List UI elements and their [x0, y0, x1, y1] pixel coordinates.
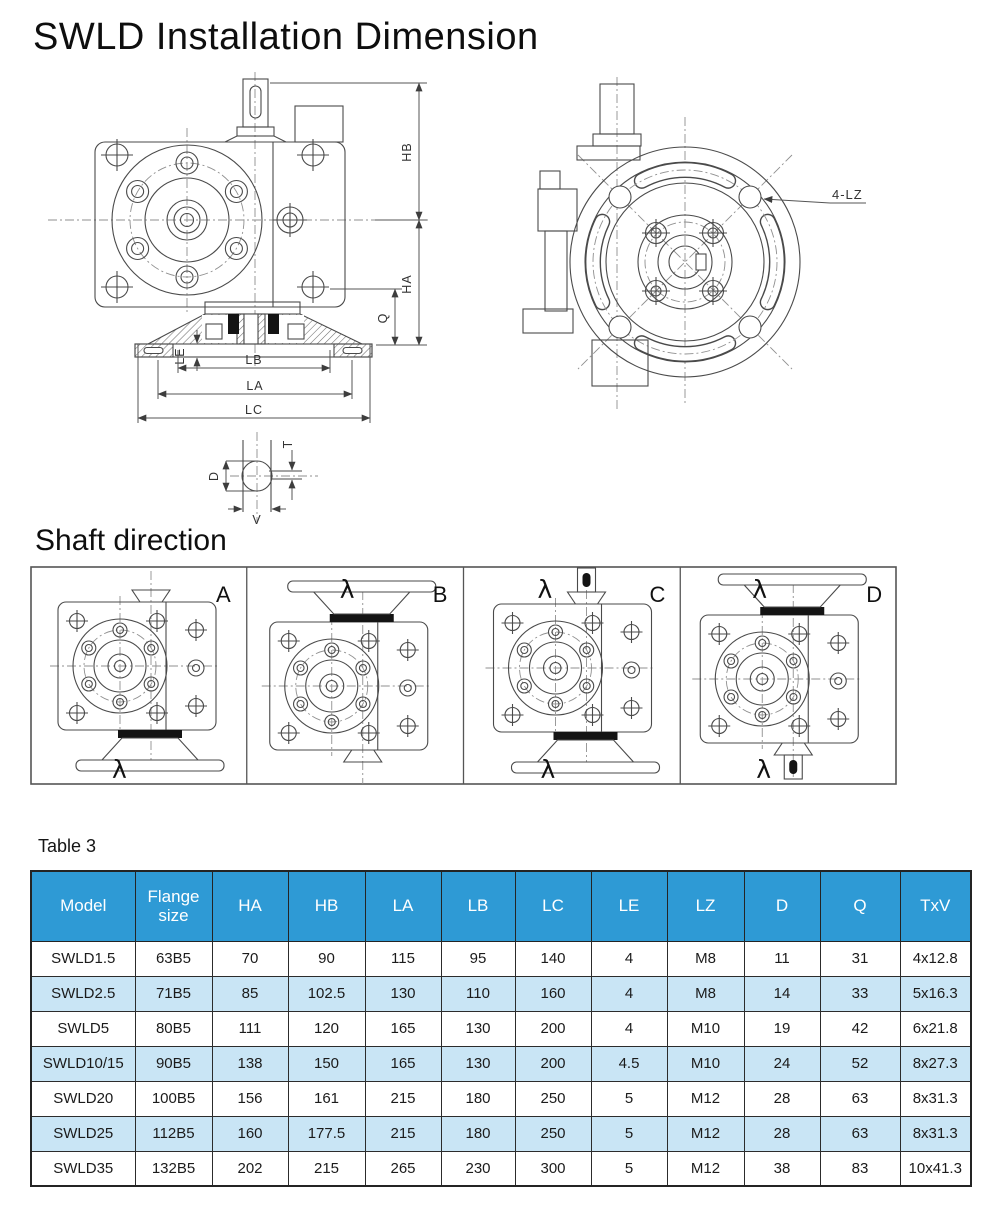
table-cell: M12 — [667, 1116, 744, 1151]
table-cell: M10 — [667, 1011, 744, 1046]
table-cell: 215 — [365, 1116, 441, 1151]
table-row — [31, 1151, 971, 1186]
panel-d-label: D — [866, 582, 883, 607]
table-cell: 90B5 — [135, 1046, 212, 1081]
table-cell: 8x31.3 — [900, 1081, 971, 1116]
table-row — [31, 941, 971, 976]
table-cell: 250 — [515, 1116, 591, 1151]
table-cell: 70 — [212, 941, 288, 976]
4lz-callout-label: 4-LZ — [832, 187, 863, 202]
column-header: D — [744, 871, 820, 941]
input-direction-symbol: λ — [756, 755, 772, 784]
table-cell: SWLD25 — [31, 1116, 135, 1151]
column-header: HA — [212, 871, 288, 941]
table-cell: M8 — [667, 976, 744, 1011]
input-direction-symbol: λ — [339, 575, 355, 604]
t-dim-label: T — [281, 439, 295, 449]
hb-dim-label: HB — [400, 142, 414, 162]
q-dim-label: Q — [376, 312, 390, 324]
table-cell: 111 — [212, 1011, 288, 1046]
table-cell: 180 — [441, 1081, 515, 1116]
input-direction-symbol: λ — [540, 755, 556, 784]
column-header: Model — [31, 871, 135, 941]
table-cell: 110 — [441, 976, 515, 1011]
input-direction-symbol: λ — [537, 575, 553, 604]
table-cell: 63 — [820, 1081, 900, 1116]
table-cell: 95 — [441, 941, 515, 976]
column-header: Q — [820, 871, 900, 941]
d-dim-label: D — [207, 470, 221, 482]
table-cell: 19 — [744, 1011, 820, 1046]
hole-callout — [764, 187, 866, 203]
table-cell: 140 — [515, 941, 591, 976]
table-cell: 4 — [591, 976, 667, 1011]
table-cell: 200 — [515, 1046, 591, 1081]
table-cell: 10x41.3 — [900, 1151, 971, 1186]
table-cell: 150 — [288, 1046, 365, 1081]
table-cell: SWLD10/15 — [31, 1046, 135, 1081]
shaft-cross-section-detail — [207, 432, 318, 524]
front-view-drawing — [48, 72, 428, 423]
table-cell: 85 — [212, 976, 288, 1011]
shaft-direction-panel-b — [262, 575, 448, 784]
table-cell: M12 — [667, 1151, 744, 1186]
side-view-drawing — [523, 77, 866, 410]
table-cell: 112B5 — [135, 1116, 212, 1151]
table-caption: Table 3 — [38, 836, 97, 856]
column-header: LZ — [667, 871, 744, 941]
table-cell: 42 — [820, 1011, 900, 1046]
table-cell: 161 — [288, 1081, 365, 1116]
column-header: Flange size — [135, 871, 212, 941]
column-header: LA — [365, 871, 441, 941]
table-cell: 230 — [441, 1151, 515, 1186]
shaft-direction-panel-c — [486, 568, 666, 784]
table-row — [31, 1081, 971, 1116]
table-cell: SWLD5 — [31, 1011, 135, 1046]
table-cell: 138 — [212, 1046, 288, 1081]
table-cell: 8x27.3 — [900, 1046, 971, 1081]
table-cell: SWLD35 — [31, 1151, 135, 1186]
installation-dimension-drawing — [30, 72, 970, 524]
table-cell: M12 — [667, 1081, 744, 1116]
table-body — [31, 941, 971, 1186]
table-cell: 11 — [744, 941, 820, 976]
column-header: HB — [288, 871, 365, 941]
table-cell: 33 — [820, 976, 900, 1011]
table-cell: M10 — [667, 1046, 744, 1081]
table-cell: 5 — [591, 1081, 667, 1116]
table-cell: 38 — [744, 1151, 820, 1186]
table-cell: 202 — [212, 1151, 288, 1186]
table-cell: 160 — [212, 1116, 288, 1151]
lb-dim-label: LB — [245, 353, 263, 367]
column-header: LB — [441, 871, 515, 941]
table-cell: 63 — [820, 1116, 900, 1151]
table-cell: 132B5 — [135, 1151, 212, 1186]
ha-dim-label: HA — [400, 274, 414, 294]
table-cell: M8 — [667, 941, 744, 976]
table-cell: 83 — [820, 1151, 900, 1186]
table-row — [31, 1046, 971, 1081]
table-cell: SWLD2.5 — [31, 976, 135, 1011]
table-cell: 180 — [441, 1116, 515, 1151]
table-cell: SWLD20 — [31, 1081, 135, 1116]
table-cell: 31 — [820, 941, 900, 976]
table-cell: 115 — [365, 941, 441, 976]
table-cell: 4.5 — [591, 1046, 667, 1081]
table-cell: 120 — [288, 1011, 365, 1046]
table-cell: 24 — [744, 1046, 820, 1081]
page-title: SWLD Installation Dimension — [33, 16, 539, 58]
table-cell: 100B5 — [135, 1081, 212, 1116]
table-cell: 52 — [820, 1046, 900, 1081]
table-row — [31, 1011, 971, 1046]
table-cell: 90 — [288, 941, 365, 976]
table-cell: 4 — [591, 1011, 667, 1046]
table-cell: SWLD1.5 — [31, 941, 135, 976]
table-cell: 130 — [441, 1046, 515, 1081]
spec-table — [30, 870, 972, 1187]
table-cell: 28 — [744, 1081, 820, 1116]
shaft-direction-panel-d — [692, 574, 882, 784]
table-cell: 130 — [365, 976, 441, 1011]
table-cell: 4x12.8 — [900, 941, 971, 976]
column-header: LC — [515, 871, 591, 941]
table-row — [31, 1116, 971, 1151]
table-cell: 4 — [591, 941, 667, 976]
column-header: TxV — [900, 871, 971, 941]
table-cell: 6x21.8 — [900, 1011, 971, 1046]
input-direction-symbol: λ — [752, 575, 768, 604]
table-header — [31, 871, 971, 941]
table-cell: 250 — [515, 1081, 591, 1116]
table-cell: 265 — [365, 1151, 441, 1186]
table-header-row — [31, 871, 971, 941]
lc-dim-label: LC — [245, 403, 263, 417]
panel-a-label: A — [216, 582, 231, 607]
table-cell: 71B5 — [135, 976, 212, 1011]
table-cell: 177.5 — [288, 1116, 365, 1151]
table-cell: 130 — [441, 1011, 515, 1046]
shaft-direction-panel-a — [50, 571, 231, 784]
table-row — [31, 976, 971, 1011]
table-cell: 28 — [744, 1116, 820, 1151]
table-cell: 160 — [515, 976, 591, 1011]
la-dim-label: LA — [246, 379, 264, 393]
table-cell: 300 — [515, 1151, 591, 1186]
table-cell: 165 — [365, 1046, 441, 1081]
shaft-direction-title: Shaft direction — [35, 524, 227, 557]
v-dim-label: V — [252, 513, 262, 524]
table-cell: 63B5 — [135, 941, 212, 976]
table-cell: 14 — [744, 976, 820, 1011]
shaft-direction-panels — [30, 566, 897, 785]
panel-b-label: B — [432, 582, 448, 607]
panel-c-label: C — [649, 582, 666, 607]
table-cell: 200 — [515, 1011, 591, 1046]
table-cell: 5x16.3 — [900, 976, 971, 1011]
le-dim-label: LE — [173, 347, 187, 365]
column-header: LE — [591, 871, 667, 941]
table-cell: 215 — [288, 1151, 365, 1186]
table-cell: 102.5 — [288, 976, 365, 1011]
table-cell: 165 — [365, 1011, 441, 1046]
table-cell: 8x31.3 — [900, 1116, 971, 1151]
table-cell: 156 — [212, 1081, 288, 1116]
input-direction-symbol: λ — [112, 755, 127, 784]
table-cell: 5 — [591, 1116, 667, 1151]
table-cell: 80B5 — [135, 1011, 212, 1046]
table-cell: 215 — [365, 1081, 441, 1116]
table-cell: 5 — [591, 1151, 667, 1186]
